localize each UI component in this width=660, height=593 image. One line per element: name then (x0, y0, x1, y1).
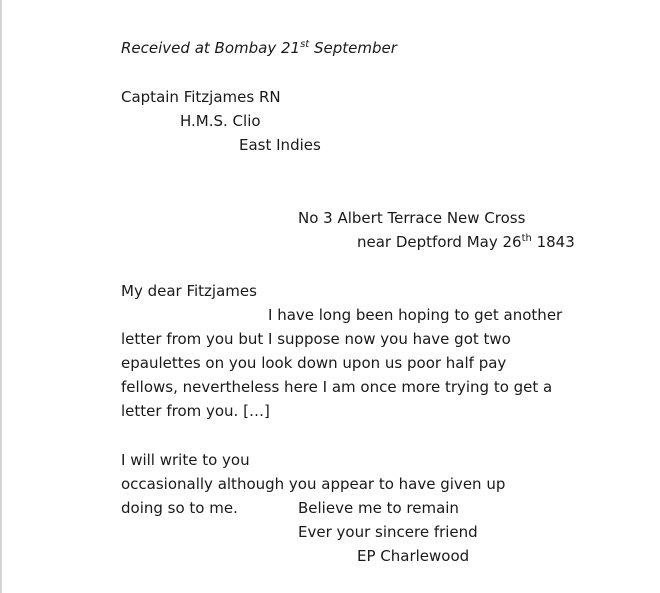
salutation: My dear Fitzjames (121, 282, 257, 300)
sender-address-date-suffix: th (521, 233, 532, 244)
page-left-border (0, 0, 2, 593)
closing-line: doing so to me. (121, 499, 238, 517)
signoff-line: Believe me to remain (298, 499, 459, 517)
sender-address-date: near Deptford May 26 (357, 233, 522, 251)
recipient-ship: H.M.S. Clio (180, 112, 261, 130)
sender-address-year: 1843 (531, 233, 575, 251)
body-line: letter from you but I suppose now you have got two (121, 330, 511, 348)
signature-name: EP Charlewood (357, 547, 470, 565)
body-line: I have long been hoping to get another (268, 306, 563, 324)
received-note-month: September (309, 39, 397, 57)
received-note-suffix: st (300, 39, 310, 50)
body-line: letter from you. […] (121, 402, 270, 420)
closing-line: I will write to you (121, 451, 250, 469)
body-line: fellows, nevertheless here I am once more trying to get a (121, 378, 553, 396)
signoff-line: Ever your sincere friend (298, 523, 478, 541)
sender-address-line2 (357, 232, 575, 252)
received-note (121, 38, 397, 58)
closing-line: occasionally although you appear to have given up (121, 475, 506, 493)
sender-address-line1: No 3 Albert Terrace New Cross (298, 209, 526, 227)
received-note-text: Received at Bombay 21 (121, 39, 301, 57)
body-line: epaulettes on you look down upon us poor half pay (121, 354, 507, 372)
recipient-station: East Indies (239, 136, 321, 154)
recipient-name: Captain Fitzjames RN (121, 88, 281, 106)
